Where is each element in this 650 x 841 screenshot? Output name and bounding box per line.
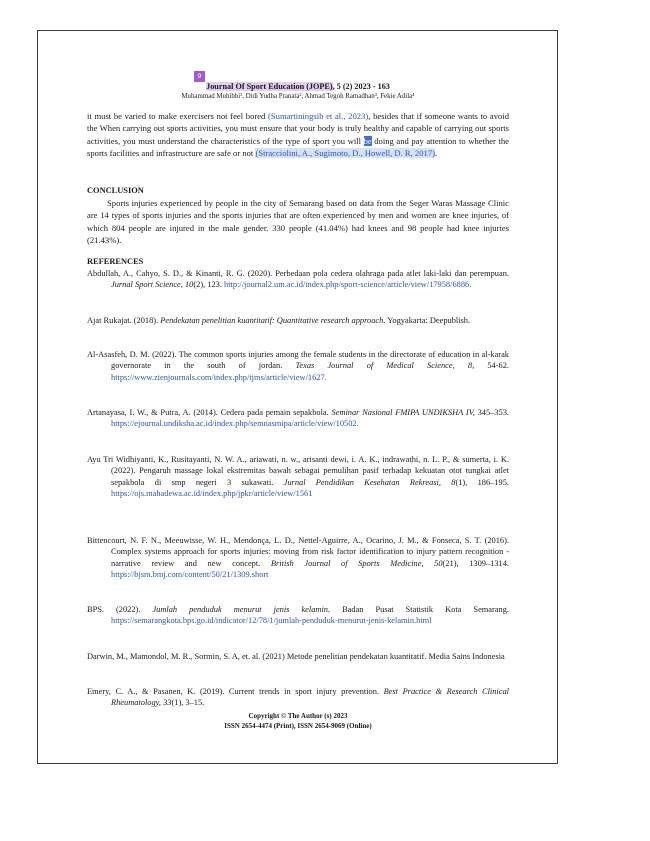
- ref-source: Texas Journal of Medical Science, 8,: [295, 361, 475, 371]
- references-heading: REFERENCES: [87, 257, 144, 266]
- conclusion-heading: CONCLUSION: [87, 186, 144, 195]
- ref-text: Ayu Tri Widhiyanti, K., Rusitayanti, N. W. A., ariawati, n. w., arisanti dewi, i. A. K., indrawathi, n. L. P., & sumerta, i. K. (2022). Pengaruh massage lokal ekstremitas bawah sebagai pemulihan pasif terhadap kekuatan otot tungkai atlet sepakbola di smp negeri 3 sukawati.: [87, 455, 509, 487]
- ref-text: (1), 186–195.: [455, 477, 509, 487]
- reference-url[interactable]: https://bjsm.bmj.com/content/50/21/1309.short: [111, 570, 269, 580]
- reference-item: [87, 315, 509, 326]
- intro-text: doing and pay attention to whether the sports facilities and infrastructure are safe or not: [87, 135, 509, 158]
- ref-text: Darwin, M., Mamondol, M. R., Sormin, S. A, et. al. (2021) Metode penelitian pendekatan kuantitatif. Media Sains Indonesia: [87, 652, 505, 661]
- reference-url[interactable]: https://ejournal.undiksha.ac.id/index.php/semnasmipa/article/view/10502.: [111, 419, 359, 429]
- ref-text: Emery, C. A., & Pasanen, K. (2019). Current trends in sport injury prevention.: [87, 687, 384, 696]
- ref-text: BPS. (2022).: [87, 605, 153, 614]
- citation-link[interactable]: (Stracciolini, A., Sugimoto, D., Howell, D. R, 2017): [255, 147, 435, 158]
- ref-text: Ajat Rukajat. (2018).: [87, 316, 161, 325]
- ref-text: Badan Pusat Statistik Kota Semarang.: [330, 605, 509, 614]
- intro-text: , besides that if someone wants to avoid the When carrying out sports activities, you must ensure that your body is truly healthy and capable of carrying out sports activities, you must understand the characteristics of the type of sport you will: [87, 111, 510, 146]
- ref-text: 54-62.: [474, 361, 509, 371]
- document-page: [37, 30, 558, 764]
- author-line: Muhammad Muhibbi¹, Didi Yudha Pranata², Ahmad Tegoh Ramadhan³, Fekie Adila⁴: [181, 93, 415, 100]
- ref-source: British Journal of Sports Medicine, 50: [270, 558, 443, 568]
- copyright-notice: Copyright © The Author (s) 2023: [248, 712, 348, 720]
- ref-text: Abdullah, A., Cahyo, S. D., & Kinanti, R. G. (2020). Perbedaan pola cedera olahraga pada atlet laki-laki dan perempuan.: [87, 269, 509, 278]
- reference-item: [87, 651, 509, 662]
- selected-text[interactable]: be: [363, 135, 372, 146]
- reference-item: [87, 604, 509, 627]
- ref-text: Al-Asasfeh, D. M. (2022). The common sports injuries among the female students in the directorate of education in al-karak governorate in the south of jordan.: [87, 350, 509, 371]
- reference-url[interactable]: https://semarangkota.bps.go.id/indicator/12/78/1/jumlah-penduduk-menurut-jenis-kelamin.html: [111, 616, 432, 626]
- ref-text: Yogyakarta: Deepublish.: [385, 316, 471, 325]
- reference-item: [87, 535, 509, 581]
- conclusion-paragraph: Sports injuries experienced by people in the city of Semarang based on data from the Seger Waras Massage Clinic are 14 types of sports injuries and the sports injuries that are often experienced by men and women are knee injuries, of which 804 people are injured in the male gender. 330 people (41.04%) had knees and 98 people had knee injuries (21.43%).: [87, 198, 509, 245]
- reference-item: [87, 454, 509, 500]
- ref-text: (1), 3–15.: [171, 698, 205, 708]
- page-number-badge: 9: [194, 71, 205, 82]
- reference-item: [87, 407, 509, 430]
- issn-line: ISSN 2654-4474 (Print), ISSN 2654-9069 (Online): [224, 722, 372, 730]
- reference-item: [87, 686, 509, 709]
- ref-source: Jurnal Sport Science, 10: [111, 280, 194, 290]
- ref-text: Artanayasa, I. W., & Putra, A. (2014). Cedera pada pemain sepakbola.: [87, 408, 332, 417]
- reference-item: [87, 268, 509, 291]
- journal-issue: , 5 (2) 2023 - 163: [332, 82, 390, 91]
- intro-text: .: [434, 147, 438, 158]
- ref-source: Pendekatan penelitian kuantitatif: Quantitative research approach.: [160, 316, 386, 325]
- reference-item: [87, 349, 509, 383]
- reference-url[interactable]: https://www.zienjournals.com/index.php/tjms/article/view/1627.: [111, 372, 327, 382]
- journal-name: Journal Of Sport Education (JOPE): [206, 82, 333, 91]
- reference-url[interactable]: http://journal2.um.ac.id/index.php/sport-science/article/view/17958/6886.: [224, 280, 472, 290]
- intro-text: it must be varied to make exercisers not feel bored: [87, 111, 269, 121]
- ref-text: Bittencourt, N. F. N., Meeuwisse, W. H., Mendonça, L. D., Nettel-Aguirre, A., Ocarino, J. M., & Fonseca, S. T. (2016). Complex systems approach for sports injuries: moving from risk factor identification to injury pattern recognition - narrative review and new concept.: [87, 536, 509, 568]
- ref-source: Jurnal Pendidikan Kesehatan Rekreasi, 8: [283, 477, 456, 487]
- intro-paragraph: [87, 110, 509, 159]
- ref-source: Jumlah penduduk menurut jenis kelamin.: [152, 605, 331, 614]
- journal-header: [87, 81, 509, 92]
- ref-text: (2), 123.: [193, 280, 225, 290]
- citation-link[interactable]: (Sumartiningsih et al., 2023): [268, 111, 369, 121]
- ref-text: (21), 1309–1314.: [442, 558, 509, 568]
- ref-source: Best Practice & Research Clinical Rheumatology, 33: [111, 687, 509, 708]
- ref-text: 345–353.: [474, 408, 510, 417]
- reference-url[interactable]: https://ojs.mahadewa.ac.id/index.php/jpkr/article/view/1561: [111, 489, 313, 499]
- ref-source: Seminar Nasional FMIPA UNDIKSHA IV,: [331, 408, 475, 417]
